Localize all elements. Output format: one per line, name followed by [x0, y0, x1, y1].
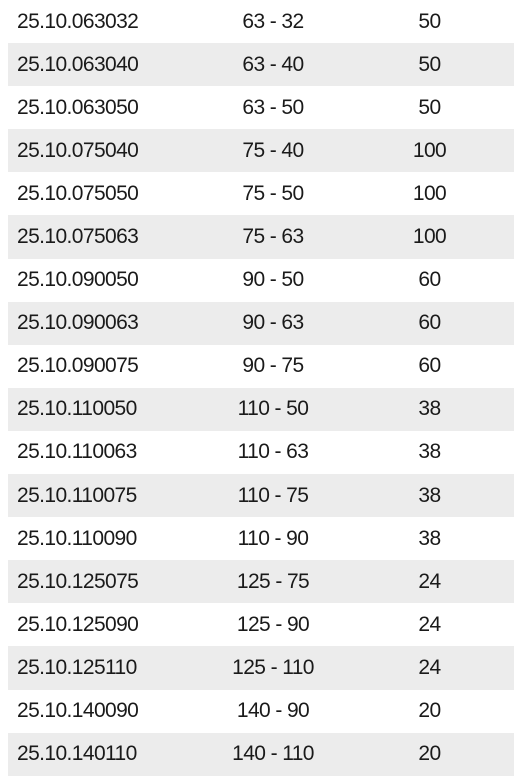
article-code-cell: 25.10.090063	[17, 311, 139, 335]
article-code-cell: 25.10.090050	[17, 268, 139, 292]
table-row	[8, 0, 514, 43]
article-code-cell: 25.10.125090	[17, 612, 139, 636]
table-row	[8, 646, 514, 689]
table-row	[8, 259, 514, 302]
quantity-cell: 60	[418, 311, 441, 335]
table-row	[8, 215, 514, 258]
quantity-cell: 100	[412, 225, 447, 249]
quantity-cell: 38	[418, 440, 441, 464]
size-cell: 125 - 110	[232, 655, 314, 679]
table-row	[8, 474, 514, 517]
article-code-cell: 25.10.075063	[17, 225, 139, 249]
article-code-cell: 25.10.110090	[17, 526, 137, 550]
size-cell: 125 - 90	[236, 612, 310, 636]
article-code-cell: 25.10.063050	[17, 95, 139, 119]
table-row	[8, 517, 514, 560]
size-cell: 63 - 32	[242, 9, 304, 33]
size-cell: 90 - 75	[242, 354, 304, 378]
size-cell: 75 - 40	[242, 138, 304, 162]
quantity-cell: 24	[418, 569, 441, 593]
quantity-cell: 24	[418, 612, 441, 636]
article-code-cell: 25.10.063032	[17, 9, 139, 33]
size-cell: 140 - 90	[236, 699, 310, 723]
quantity-cell: 100	[412, 138, 447, 162]
quantity-cell: 50	[418, 52, 441, 76]
table-row	[8, 86, 514, 129]
quantity-cell: 100	[412, 181, 447, 205]
quantity-cell: 60	[418, 268, 441, 292]
quantity-cell: 38	[418, 483, 441, 507]
table-row	[8, 172, 514, 215]
size-cell: 110 - 50	[237, 397, 309, 421]
article-code-cell: 25.10.140090	[17, 699, 139, 723]
quantity-cell: 50	[418, 9, 441, 33]
quantity-cell: 38	[418, 397, 441, 421]
article-code-cell: 25.10.110063	[17, 440, 137, 464]
size-cell: 110 - 75	[237, 483, 309, 507]
table-row	[8, 560, 514, 603]
table-row	[8, 388, 514, 431]
article-code-cell: 25.10.110075	[17, 483, 137, 507]
article-code-cell: 25.10.140110	[17, 742, 137, 766]
size-cell: 125 - 75	[236, 569, 310, 593]
quantity-cell: 24	[418, 655, 441, 679]
size-cell: 75 - 50	[242, 181, 304, 205]
article-code-cell: 25.10.125075	[17, 569, 139, 593]
size-cell: 90 - 50	[242, 268, 304, 292]
quantity-cell: 60	[418, 354, 441, 378]
table-row	[8, 345, 514, 388]
quantity-cell: 50	[418, 95, 441, 119]
size-cell: 63 - 50	[242, 95, 304, 119]
table-row	[8, 431, 514, 474]
size-cell: 110 - 90	[237, 526, 309, 550]
quantity-cell: 20	[418, 742, 441, 766]
table-row	[8, 302, 514, 345]
size-cell: 140 - 110	[232, 742, 314, 766]
table-row	[8, 129, 514, 172]
article-code-cell: 25.10.125110	[17, 655, 137, 679]
quantity-cell: 20	[418, 699, 441, 723]
article-code-cell: 25.10.090075	[17, 354, 139, 378]
size-cell: 75 - 63	[242, 225, 304, 249]
table-row	[8, 733, 514, 776]
table-row	[8, 603, 514, 646]
product-table	[8, 0, 514, 776]
table-row	[8, 43, 514, 86]
size-cell: 63 - 40	[242, 52, 304, 76]
size-cell: 110 - 63	[237, 440, 309, 464]
article-code-cell: 25.10.075040	[17, 138, 139, 162]
table-row	[8, 690, 514, 733]
size-cell: 90 - 63	[242, 311, 304, 335]
article-code-cell: 25.10.063040	[17, 52, 139, 76]
article-code-cell: 25.10.110050	[17, 397, 137, 421]
quantity-cell: 38	[418, 526, 441, 550]
article-code-cell: 25.10.075050	[17, 181, 139, 205]
